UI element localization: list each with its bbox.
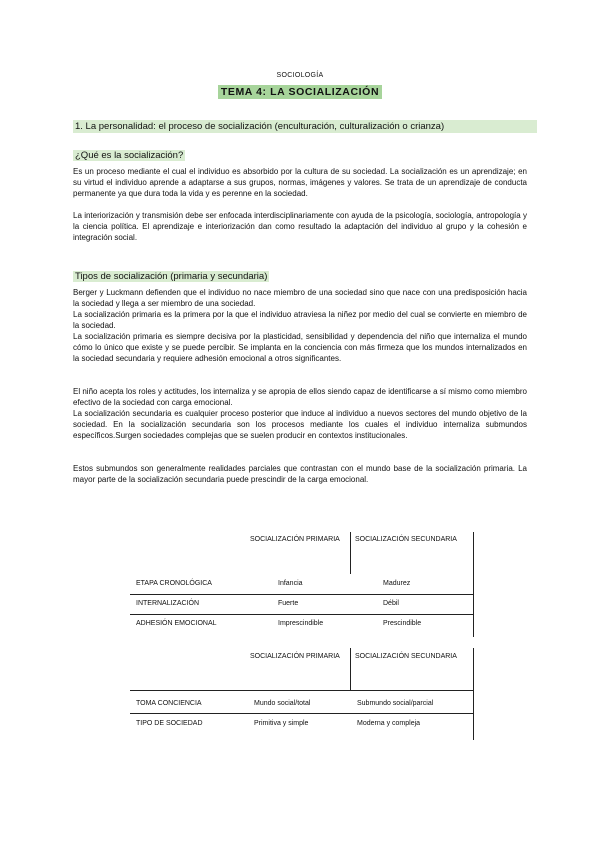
table1-row1-secondary: Madurez xyxy=(383,580,411,587)
table1-row1-label: ETAPA CRONOLÓGICA xyxy=(136,580,212,587)
table1-row3-primary: Imprescindible xyxy=(278,620,324,627)
table1-header-secondary: SOCIALIZACIÓN SECUNDARIA xyxy=(355,536,457,543)
table1-header-primary: SOCIALIZACIÓN PRIMARIA xyxy=(250,536,340,543)
paragraph-3: Berger y Luckmann defienden que el individuo no nace miembro de una sociedad sino que nace con una predisposición hacia la sociedad y llega a ser miembro de una sociedad. xyxy=(73,288,527,309)
table1-row-divider-2 xyxy=(130,614,473,615)
title-wrapper xyxy=(0,82,600,100)
table2-row2-secondary: Moderna y compleja xyxy=(357,720,421,727)
subject-header: SOCIOLOGÍA xyxy=(276,72,324,79)
paragraph-2: La interiorización y transmisión debe ser enfocada interdisciplinariamente con ayuda de la psicología, sociología, antropología y la ciencia política. El aprendizaje e interiorización dan como resultado la adaptación del individuo al grupo y la cohesión e integración social. xyxy=(73,211,527,243)
table1-right-rule xyxy=(473,532,474,637)
document-title: TEMA 4: LA SOCIALIZACIÓN xyxy=(218,85,382,99)
table1-row2-secondary: Débil xyxy=(383,600,399,607)
section-heading-1: 1. La personalidad: el proceso de socialización (enculturación, culturalización o crianza) xyxy=(73,120,537,133)
table2-right-rule xyxy=(473,648,474,740)
table2-row1-label: TOMA CONCIENCIA xyxy=(136,700,202,707)
table1-row1-primary: Infancia xyxy=(278,580,303,587)
table2-top-rule xyxy=(130,690,473,691)
table1-row3-secondary: Prescindible xyxy=(383,620,422,627)
table2-vertical-rule xyxy=(350,648,351,690)
table1-row2-label: INTERNALIZACIÓN xyxy=(136,600,200,607)
table1-row-divider-1 xyxy=(130,594,473,595)
table1-row3-label: ADHESIÓN EMOCIONAL xyxy=(136,620,217,627)
table2-row2-label: TIPO DE SOCIEDAD xyxy=(136,720,203,727)
table2-row2-primary: Primitiva y simple xyxy=(254,720,309,727)
question-heading-2: Tipos de socialización (primaria y secundaria) xyxy=(75,271,268,282)
paragraph-7: La socialización secundaria es cualquier proceso posterior que induce al individuo a nuevos sectores del mundo objetivo de la sociedad. En la socialización secundaria son los procesos mediante los cuales el individuo internaliza submundos específicos.Surgen sociedades complejas que se suelen producir en contextos institucionales. xyxy=(73,409,527,441)
question-heading-1: ¿Qué es la socialización? xyxy=(75,150,184,161)
table2-header-primary: SOCIALIZACIÓN PRIMARIA xyxy=(250,653,340,660)
table1-vertical-rule xyxy=(350,532,351,574)
table2-row1-primary: Mundo social/total xyxy=(254,700,311,707)
table2-row-divider xyxy=(130,713,473,714)
paragraph-1: Es un proceso mediante el cual el individuo es absorbido por la cultura de su sociedad. La socialización es un aprendizaje; en su virtud el individuo aprende a adaptarse a sus grupos, normas, imágenes y valores. Se trata de un aprendizaje de conducta permanente ya que dura toda la vida y es perenne en la sociedad. xyxy=(73,167,527,199)
paragraph-6: El niño acepta los roles y actitudes, los internaliza y se apropia de ellos siendo capaz de identificarse a sí mismo como miembro efectivo de la sociedad con carga emocional. xyxy=(73,387,527,408)
table2-row1-secondary: Submundo social/parcial xyxy=(357,700,434,707)
paragraph-8: Estos submundos son generalmente realidades parciales que contrastan con el mundo base de la socialización primaria. La mayor parte de la socialización secundaria puede prescindir de la carga emocional. xyxy=(73,464,527,485)
table2-header-secondary: SOCIALIZACIÓN SECUNDARIA xyxy=(355,653,457,660)
table1-row2-primary: Fuerte xyxy=(278,600,299,607)
paragraph-4: La socialización primaria es la primera por la que el individuo atraviesa la niñez por medio del cual se convierte en miembro de la sociedad. xyxy=(73,310,527,331)
paragraph-5: La socialización primaria es siempre decisiva por la plasticidad, sensibilidad y dependencia del niño que internaliza el mundo cómo lo único que existe y se puede percibir. Se implanta en la conciencia con más firmeza que los mundos internalizados en la sociedad secundaria y requiere adhesión emocional a otros significantes. xyxy=(73,332,527,364)
